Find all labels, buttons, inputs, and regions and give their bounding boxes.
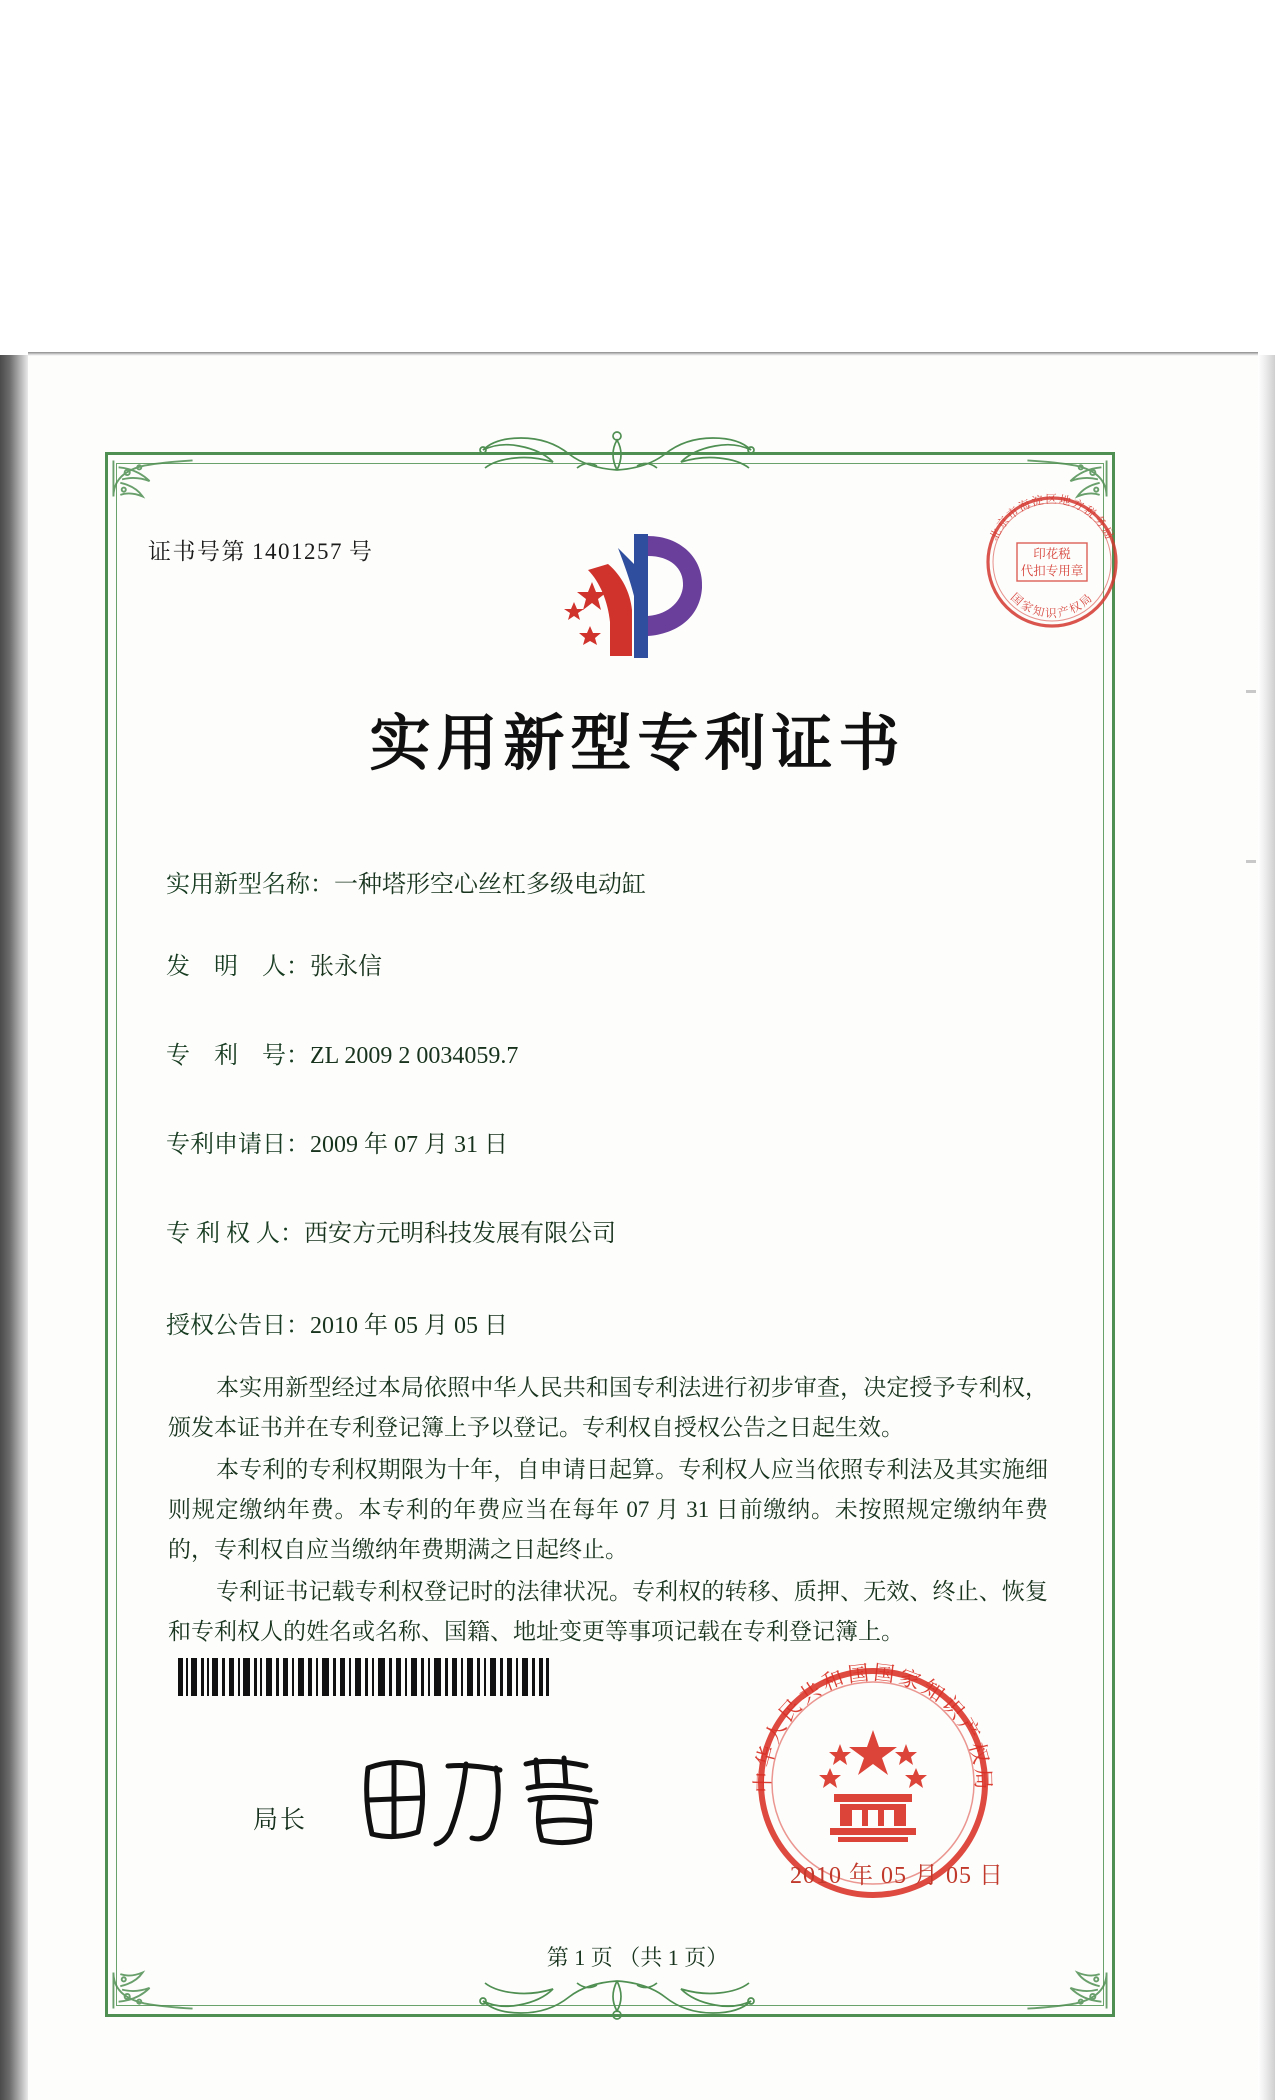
paragraph: 本实用新型经过本局依照中华人民共和国专利法进行初步审查，决定授予专利权，颁发本证书并在专利登记簿上予以登记。专利权自授权公告之日起生效。 bbox=[168, 1375, 1048, 1440]
corner-ornament-icon bbox=[110, 457, 196, 543]
director-label: 局长 bbox=[253, 1807, 308, 1834]
scan-artifact bbox=[1246, 690, 1256, 693]
field-label: 实用新型名称： bbox=[166, 872, 334, 898]
svg-text:中华人民共和国国家知识产权局: 中华人民共和国国家知识产权局 bbox=[750, 1660, 996, 1794]
field-value: 2009 年 07 月 31 日 bbox=[310, 1132, 508, 1158]
certificate-number bbox=[148, 533, 374, 566]
svg-text:印花税: 印花税 bbox=[1033, 546, 1071, 561]
field-grant-announcement-date bbox=[166, 1305, 1046, 1340]
field-label: 发 明 人： bbox=[166, 954, 310, 980]
field-inventor bbox=[166, 946, 1046, 981]
certificate-number-value: 1401257 bbox=[252, 539, 343, 564]
field-utility-model-name bbox=[166, 864, 1046, 899]
scan-right-edge bbox=[1258, 355, 1275, 2100]
svg-text:北京市海淀区地方税务局: 北京市海淀区地方税务局 bbox=[986, 492, 1118, 543]
field-label: 专 利 权 人： bbox=[166, 1221, 304, 1247]
scan-artifact bbox=[1246, 860, 1256, 863]
bottom-flourish-ornament-icon bbox=[437, 1975, 797, 2033]
field-patentee bbox=[166, 1213, 1046, 1248]
page-footer: 第 1 页 （共 1 页） bbox=[546, 1945, 729, 1970]
certificate-number-label: 证书号第 bbox=[148, 539, 246, 564]
seal-date: 2010 年 05 月 05 日 bbox=[790, 1863, 1004, 1889]
page-title: 实用新型专利证书 bbox=[369, 708, 906, 779]
director-signature bbox=[350, 1742, 620, 1862]
field-application-date bbox=[166, 1124, 1046, 1159]
top-flourish-ornament-icon bbox=[437, 418, 797, 476]
sipo-logo-icon bbox=[552, 530, 712, 662]
field-label: 专利申请日： bbox=[166, 1132, 310, 1158]
svg-text:代扣专用章: 代扣专用章 bbox=[1020, 563, 1084, 578]
field-patent-number bbox=[166, 1035, 1046, 1070]
tax-stamp-seal bbox=[975, 485, 1129, 639]
field-value: 2010 年 05 月 05 日 bbox=[310, 1313, 508, 1339]
field-value: 张永信 bbox=[310, 954, 382, 980]
paragraph: 专利证书记载专利权登记时的法律状况。专利权的转移、质押、无效、终止、恢复和专利权人的姓名或名称、国籍、地址变更等事项记载在专利登记簿上。 bbox=[168, 1579, 1048, 1644]
field-value: ZL 2009 2 0034059.7 bbox=[310, 1043, 519, 1069]
certificate-barcode bbox=[178, 1658, 550, 1696]
field-label: 专 利 号： bbox=[166, 1043, 310, 1069]
field-value: 西安方元明科技发展有限公司 bbox=[304, 1221, 616, 1247]
certificate-body-text bbox=[168, 1368, 1048, 1654]
certificate-number-suffix: 号 bbox=[349, 539, 374, 564]
svg-text:国家知识产权局: 国家知识产权局 bbox=[1008, 590, 1096, 620]
field-value: 一种塔形空心丝杠多级电动缸 bbox=[334, 872, 646, 898]
field-label: 授权公告日： bbox=[166, 1313, 310, 1339]
paragraph: 本专利的专利权期限为十年，自申请日起算。专利权人应当依照专利法及其实施细则规定缴纳年费。本专利的年费应当在每年 07 月 31 日前缴纳。未按照规定缴纳年费的，专利权自应当缴纳年费期满之日起终止。 bbox=[168, 1457, 1048, 1562]
scan-left-edge bbox=[0, 355, 28, 2100]
